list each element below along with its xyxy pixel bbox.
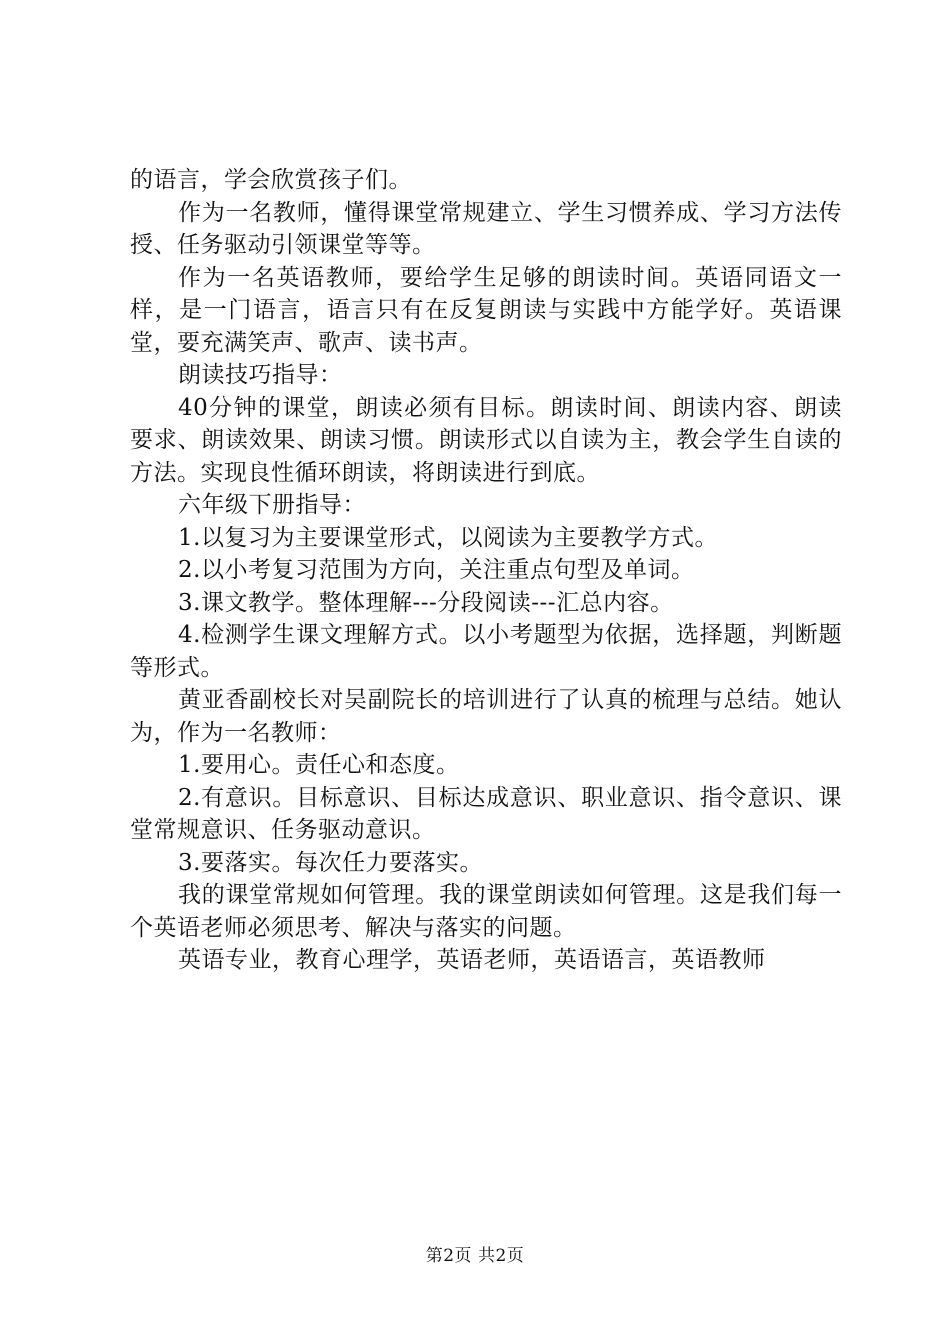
document-body: [130, 164, 842, 977]
list-item: 4.检测学生课文理解方式。以小考题型为依据，选择题，判断题等形式。: [130, 622, 842, 681]
paragraph: 40分钟的课堂，朗读必须有目标。朗读时间、朗读内容、朗读要求、朗读效果、朗读习惯。朗读形式以自读为主，教会学生自读的方法。实现良性循环朗读，将朗读进行到底。: [130, 394, 842, 486]
section-heading: 六年级下册指导：: [178, 492, 366, 518]
page-footer: 第2页 共2页: [425, 1246, 525, 1266]
list-item: 3.课文教学。整体理解---分段阅读---汇总内容。: [178, 589, 674, 616]
list-item: 3.要落实。每次任力要落实。: [178, 849, 483, 876]
paragraph-continuation: 的语言，学会欣赏孩子们。: [130, 167, 412, 193]
paragraph: 作为一名英语教师，要给学生足够的朗读时间。英语同语文一样，是一门语言，语言只有在反复朗读与实践中方能学好。英语课堂，要充满笑声、歌声、读书声。: [130, 264, 842, 356]
list-item: 2.以小考复习范围为方向，关注重点句型及单词。: [178, 557, 695, 583]
list-item: 1.以复习为主要课堂形式，以阅读为主要教学方式。: [178, 524, 718, 551]
list-item: 2.有意识。目标意识、目标达成意识、职业意识、指令意识、课堂常规意识、任务驱动意识。: [130, 784, 842, 843]
paragraph: 我的课堂常规如何管理。我的课堂朗读如何管理。这是我们每一个英语老师必须思考、解决与落实的问题。: [130, 882, 842, 941]
paragraph: 作为一名教师，懂得课堂常规建立、学生习惯养成、学习方法传授、任务驱动引领课堂等等。: [130, 199, 842, 258]
paragraph: 黄亚香副校长对吴副院长的培训进行了认真的梳理与总结。她认为，作为一名教师：: [130, 687, 842, 746]
list-item: 1.要用心。责任心和态度。: [178, 752, 460, 778]
section-heading: 朗读技巧指导：: [178, 362, 343, 388]
keywords-line: 英语专业，教育心理学，英语老师，英语语言，英语教师: [178, 947, 766, 973]
